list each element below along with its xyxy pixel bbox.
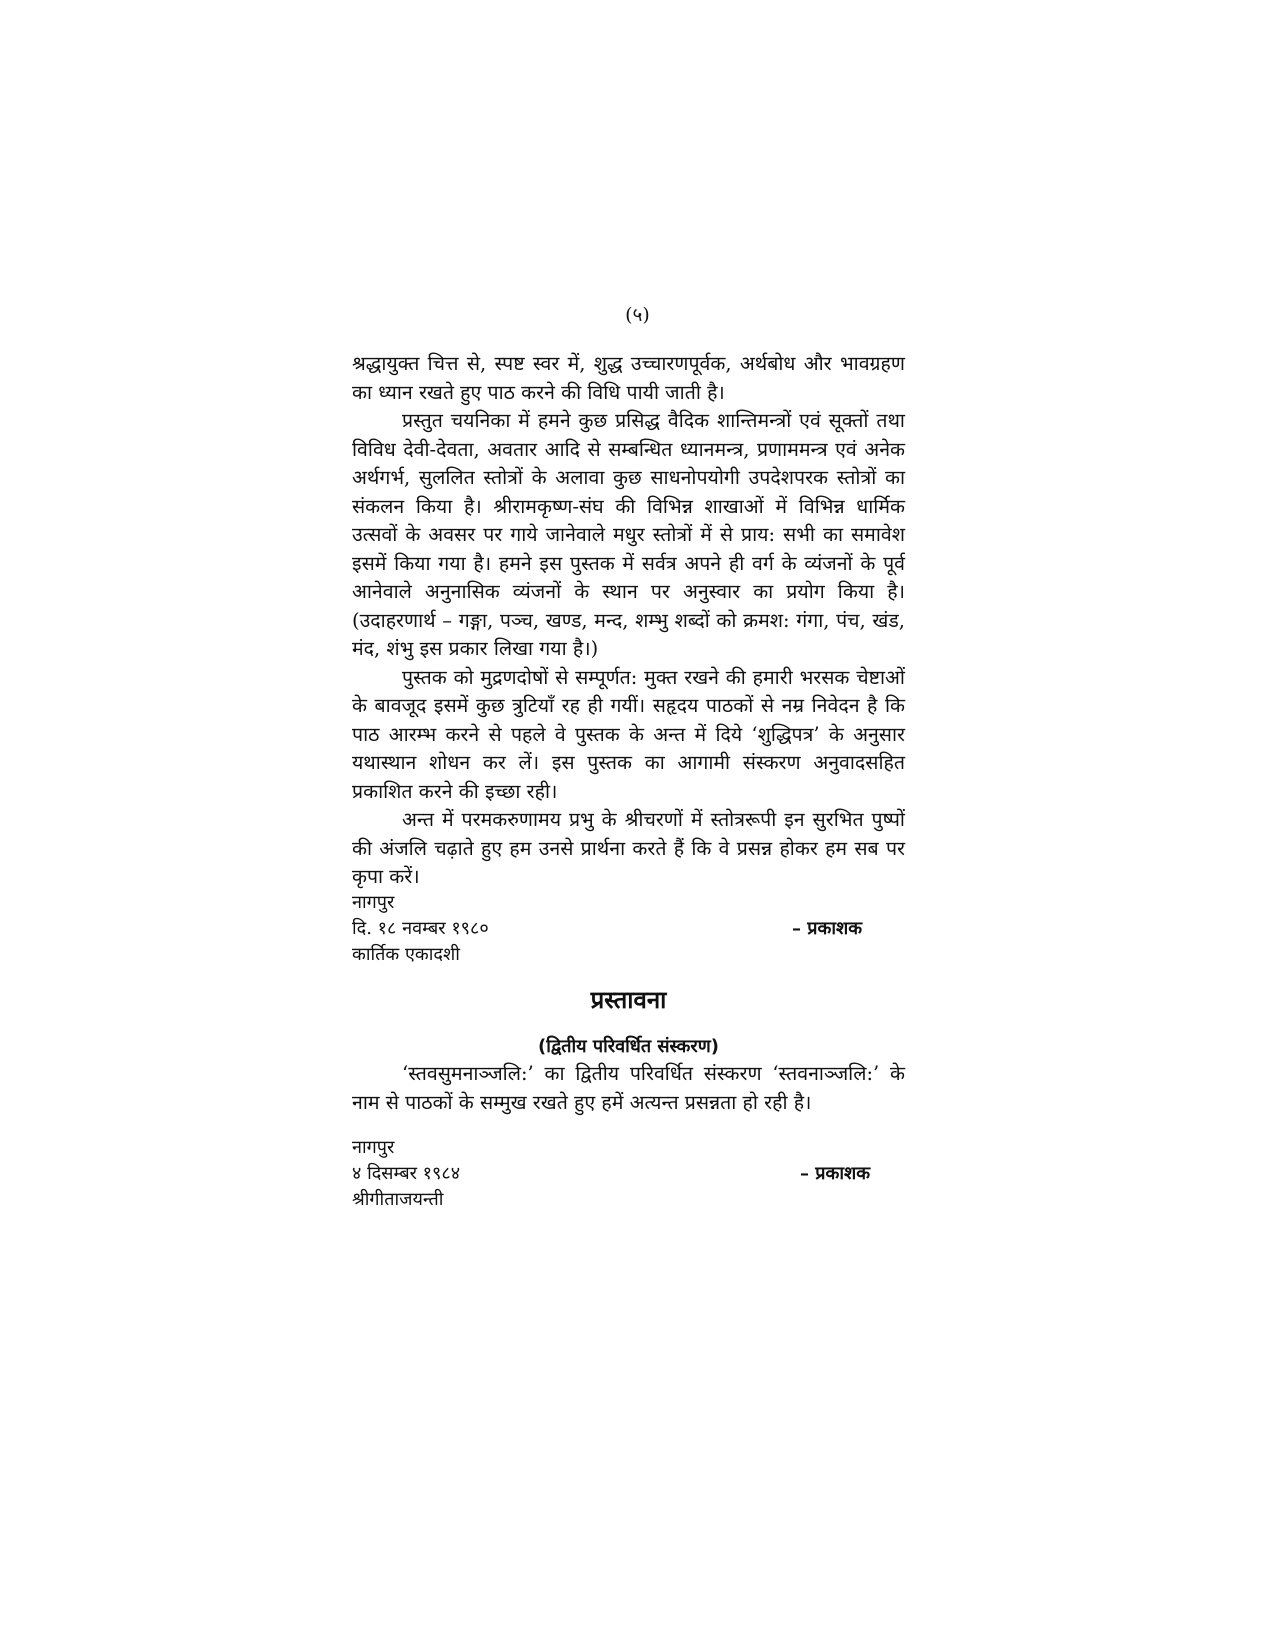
signature-date: ४ दिसम्बर १९८४ [352,1163,461,1184]
signature-date: दि. १८ नवम्बर १९८० [352,918,489,939]
second-preface-paragraph: ‘स्तवसुमनाञ्जलि:’ का द्वितीय परिवर्धित संस्करण ‘स्तवनाञ्जलि:’ के नाम से पाठकों के सम्मुख रखते हुए हमें अत्यन्त प्रसन्नता हो रही है। [352,1062,905,1114]
second-preface-signature [352,1135,905,1213]
signature-signer: – प्रकाशक [800,1163,871,1184]
second-preface-body [352,1060,905,1117]
signature-signer: – प्रकाशक [792,918,863,939]
signature-occasion: कार्तिक एकादशी [352,944,460,965]
signature-place: नागपुर [352,1137,395,1158]
preface-paragraph: श्रद्धायुक्त चित्त से, स्पष्ट स्वर में, शुद्ध उच्चारणपूर्वक, अर्थबोध और भावग्रहण का ध्यान रखते हुए पाठ करने की विधि पायी जाती है। [352,352,905,404]
preface-signature [352,890,905,968]
section-heading: प्रस्तावना [590,986,667,1014]
preface-paragraph: प्रस्तुत चयनिका में हमने कुछ प्रसिद्ध वैदिक शान्तिमन्त्रों एवं सूक्तों तथा विविध देवी-देवता, अवतार आदि से सम्बन्धित ध्यानमन्त्र, प्रणाममन्त्र एवं अनेक अर्थगर्भ, सुललित स्तोत्रों के अलावा कुछ साधनोपयोगी उपदेशपरक स्तोत्रों का संकलन किया है। श्रीरामकृष्ण-संघ की विभिन्न शाखाओं में विभिन्न धार्मिक उत्सवों के अवसर पर गाये जानेवाले मधुर स्तोत्रों में से प्राय: सभी का समावेश इसमें किया गया है। हमने इस पुस्तक में सर्वत्र अपने ही वर्ग के व्यंजनों के पूर्व आनेवाले अनुनासिक व्यंजनों के स्थान पर अनुस्वार का प्रयोग किया है। (उदाहरणार्थ – गङ्गा, पञ्च, खण्ड, मन्द, शम्भु शब्दों को क्रमश: गंगा, पंच, खंड, मंद, शंभु इस प्रकार लिखा गया है।) [352,409,905,660]
section-subheading: (द्वितीय परिवर्धित संस्करण) [538,1036,719,1057]
preface-body [352,350,905,892]
preface-paragraph: पुस्तक को मुद्रणदोषों से सम्पूर्णत: मुक्त रखने की हमारी भरसक चेष्टाओं के बावजूद इसमें कुछ त्रुटियाँ रह ही गयीं। सहृदय पाठकों से नम्र निवेदन है कि पाठ आरम्भ करने से पहले वे पुस्तक के अन्त में दिये ‘शुद्धिपत्र’ के अनुसार यथास्थान शोधन कर लें। इस पुस्तक का आगामी संस्करण अनुवादसहित प्रकाशित करने की इच्छा रही। [352,665,905,803]
preface-paragraph: अन्त में परमकरुणामय प्रभु के श्रीचरणों में स्तोत्ररूपी इन सुरभित पुष्पों की अंजलि चढ़ाते हुए हम उनसे प्रार्थना करते हैं कि वे प्रसन्न होकर हम सब पर कृपा करें। [352,808,905,888]
page-number: (५) [625,304,650,326]
signature-place: नागपुर [352,892,395,913]
signature-occasion: श्रीगीताजयन्ती [352,1189,444,1210]
